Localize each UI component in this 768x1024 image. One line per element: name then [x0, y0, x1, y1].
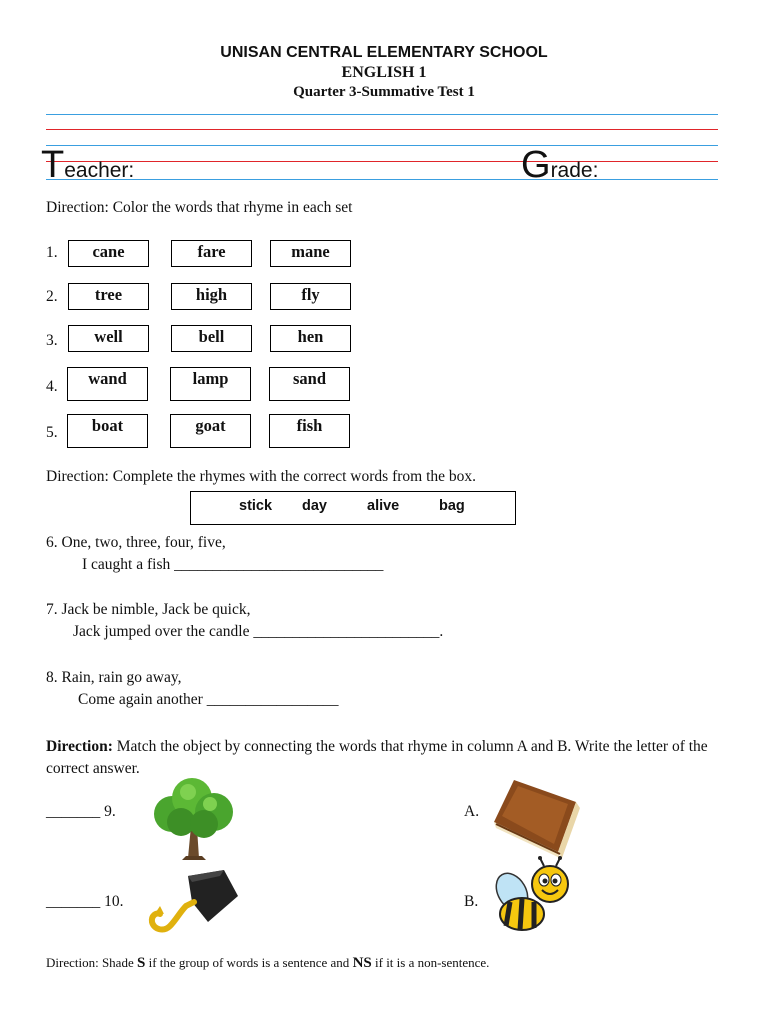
item-number: 2. [46, 288, 58, 305]
word-box: sand [269, 367, 350, 401]
word-box: fare [171, 240, 252, 267]
book-icon [488, 776, 582, 858]
answer-a-label: A. [464, 803, 480, 820]
rule-line-red [46, 129, 718, 130]
rule-line-blue [46, 145, 718, 146]
word-box: well [68, 325, 149, 352]
grade-label: Grade: [521, 144, 599, 186]
word-box: tree [68, 283, 149, 310]
word-box: wand [67, 367, 148, 401]
direction-shade: Direction: Shade S if the group of words is a sentence and NS if it is a non-sentence. [46, 955, 490, 971]
rhyme-7-line2: Jack jumped over the candle ________________________. [73, 623, 444, 640]
word-bank-item: stick [239, 498, 273, 514]
word-bank-box [190, 491, 516, 525]
tree-icon [148, 776, 238, 862]
word-box: cane [68, 240, 149, 267]
word-box: goat [170, 414, 251, 448]
word-box: mane [270, 240, 351, 267]
rule-line-blue [46, 114, 718, 115]
direction-color-rhymes: Direction: Color the words that rhyme in each set [46, 199, 353, 216]
word-box: high [171, 283, 252, 310]
item-number: 4. [46, 378, 58, 395]
teacher-label: Teacher: [41, 144, 135, 186]
answer-b-label: B. [464, 893, 479, 910]
word-bank-item: bag [439, 498, 465, 514]
word-box: fly [270, 283, 351, 310]
word-box: bell [171, 325, 252, 352]
question-10: _______ 10. [46, 893, 124, 910]
direction-complete-rhymes: Direction: Complete the rhymes with the correct words from the box. [46, 468, 477, 485]
test-title: Quarter 3-Summative Test 1 [293, 84, 475, 100]
word-box: hen [270, 325, 351, 352]
word-bank-item: day [302, 498, 327, 514]
rule-line-red [46, 161, 718, 162]
rhyme-7-line1: 7. Jack be nimble, Jack be quick, [46, 601, 251, 618]
hook-icon [146, 862, 242, 936]
rhyme-6-line2: I caught a fish ___________________________ [82, 556, 384, 573]
rhyme-8-line2: Come again another _________________ [78, 691, 339, 708]
item-number: 3. [46, 332, 58, 349]
word-box: fish [269, 414, 350, 448]
word-bank-item: alive [367, 498, 400, 514]
rhyme-6-line1: 6. One, two, three, four, five, [46, 534, 226, 551]
rhyme-8-line1: 8. Rain, rain go away, [46, 669, 182, 686]
item-number: 5. [46, 424, 58, 441]
question-9: _______ 9. [46, 803, 116, 820]
word-box: lamp [170, 367, 251, 401]
subject-title: ENGLISH 1 [341, 64, 427, 81]
word-box: boat [67, 414, 148, 448]
school-name: UNISAN CENTRAL ELEMENTARY SCHOOL [220, 44, 548, 61]
direction-match: Direction: Match the object by connecting the words that rhyme in column A and B. Write the letter of the correct answer. [46, 738, 708, 777]
item-number: 1. [46, 244, 58, 261]
rule-line-blue [46, 179, 718, 180]
bee-icon [484, 856, 576, 940]
